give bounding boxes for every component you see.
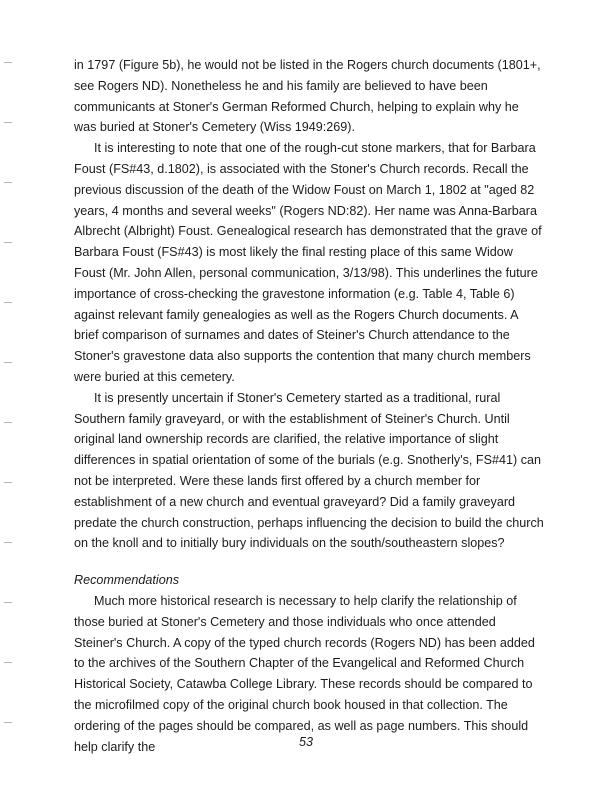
margin-tick — [4, 542, 12, 543]
margin-tick — [4, 662, 12, 663]
paragraph-barbara-foust: It is interesting to note that one of the rough-cut stone markers, that for Barbara Foust (FS#43, d.1802), is associated with the Stoner's Church records. Recall the previous discussion of the death of the Widow Foust on March 1, 1802 at "aged 82 years, 4 months and several weeks" (Rogers ND:82). Her name was Anna-Barbara Albrecht (Albright) Foust. Genealogical research has demonstrated that the grave of Barbara Foust (FS#43) is most likely the final resting place of this same Widow Foust (Mr. John Allen, personal communication, 3/13/98). This underlines the future importance of cross-checking the gravestone information (e.g. Table 4, Table 6) against relevant family genealogies as well as the Rogers Church documents. A brief comparison of surnames and dates of Steiner's Church attendance to the Stoner's gravestone data also supports the contention that many church members were buried at this cemetery. — [74, 141, 542, 384]
paragraph-recommendations: Much more historical research is necessary to help clarify the relationship of those buried at Stoner's Cemetery and those individuals who once attended Steiner's Church. A copy of the typed church records (Rogers ND) has been added to the archives of the Southern Chapter of the Evangelical and Reformed Church Historical Society, Catawba College Library. These records should be compared to the microfilmed copy of the original church book housed in that collection. The ordering of the pages should be compared, as well as page numbers. This should help clarify the — [74, 593, 535, 754]
margin-tick — [4, 602, 12, 603]
page-body — [74, 55, 544, 757]
margin-tick — [4, 182, 12, 183]
margin-tick — [4, 302, 12, 303]
margin-tick — [4, 122, 12, 123]
margin-tick — [4, 482, 12, 483]
section-heading-recommendations: Recommendations — [74, 573, 179, 588]
paragraph-cemetery-origin: It is presently uncertain if Stoner's Cemetery started as a traditional, rural Southern family graveyard, or with the establishment of Steiner's Church. Until original land ownership records are clarified, the relative importance of slight differences in spatial orientation of some of the burials (e.g. Snotherly's, FS#41) can not be interpreted. Were these lands first offered by a church member for establishment of a new church and eventual graveyard? Did a family graveyard predate the church construction, perhaps influencing the decision to build the church on the knoll and to initially bury individuals on the south/southeastern slopes? — [74, 390, 544, 551]
page-number: 53 — [298, 735, 313, 749]
margin-tick — [4, 722, 12, 723]
paragraph-continued: in 1797 (Figure 5b), he would not be listed in the Rogers church documents (1801+, see Rogers ND). Nonetheless he and his family are believed to have been communicants at Stoner's German Reformed Church, helping to explain why he was buried at Stoner's Cemetery (Wiss 1949:269). — [74, 58, 541, 135]
margin-tick — [4, 422, 12, 423]
margin-tick — [4, 362, 12, 363]
binding-margin-marks — [0, 0, 14, 792]
margin-tick — [4, 62, 12, 63]
margin-tick — [4, 242, 12, 243]
